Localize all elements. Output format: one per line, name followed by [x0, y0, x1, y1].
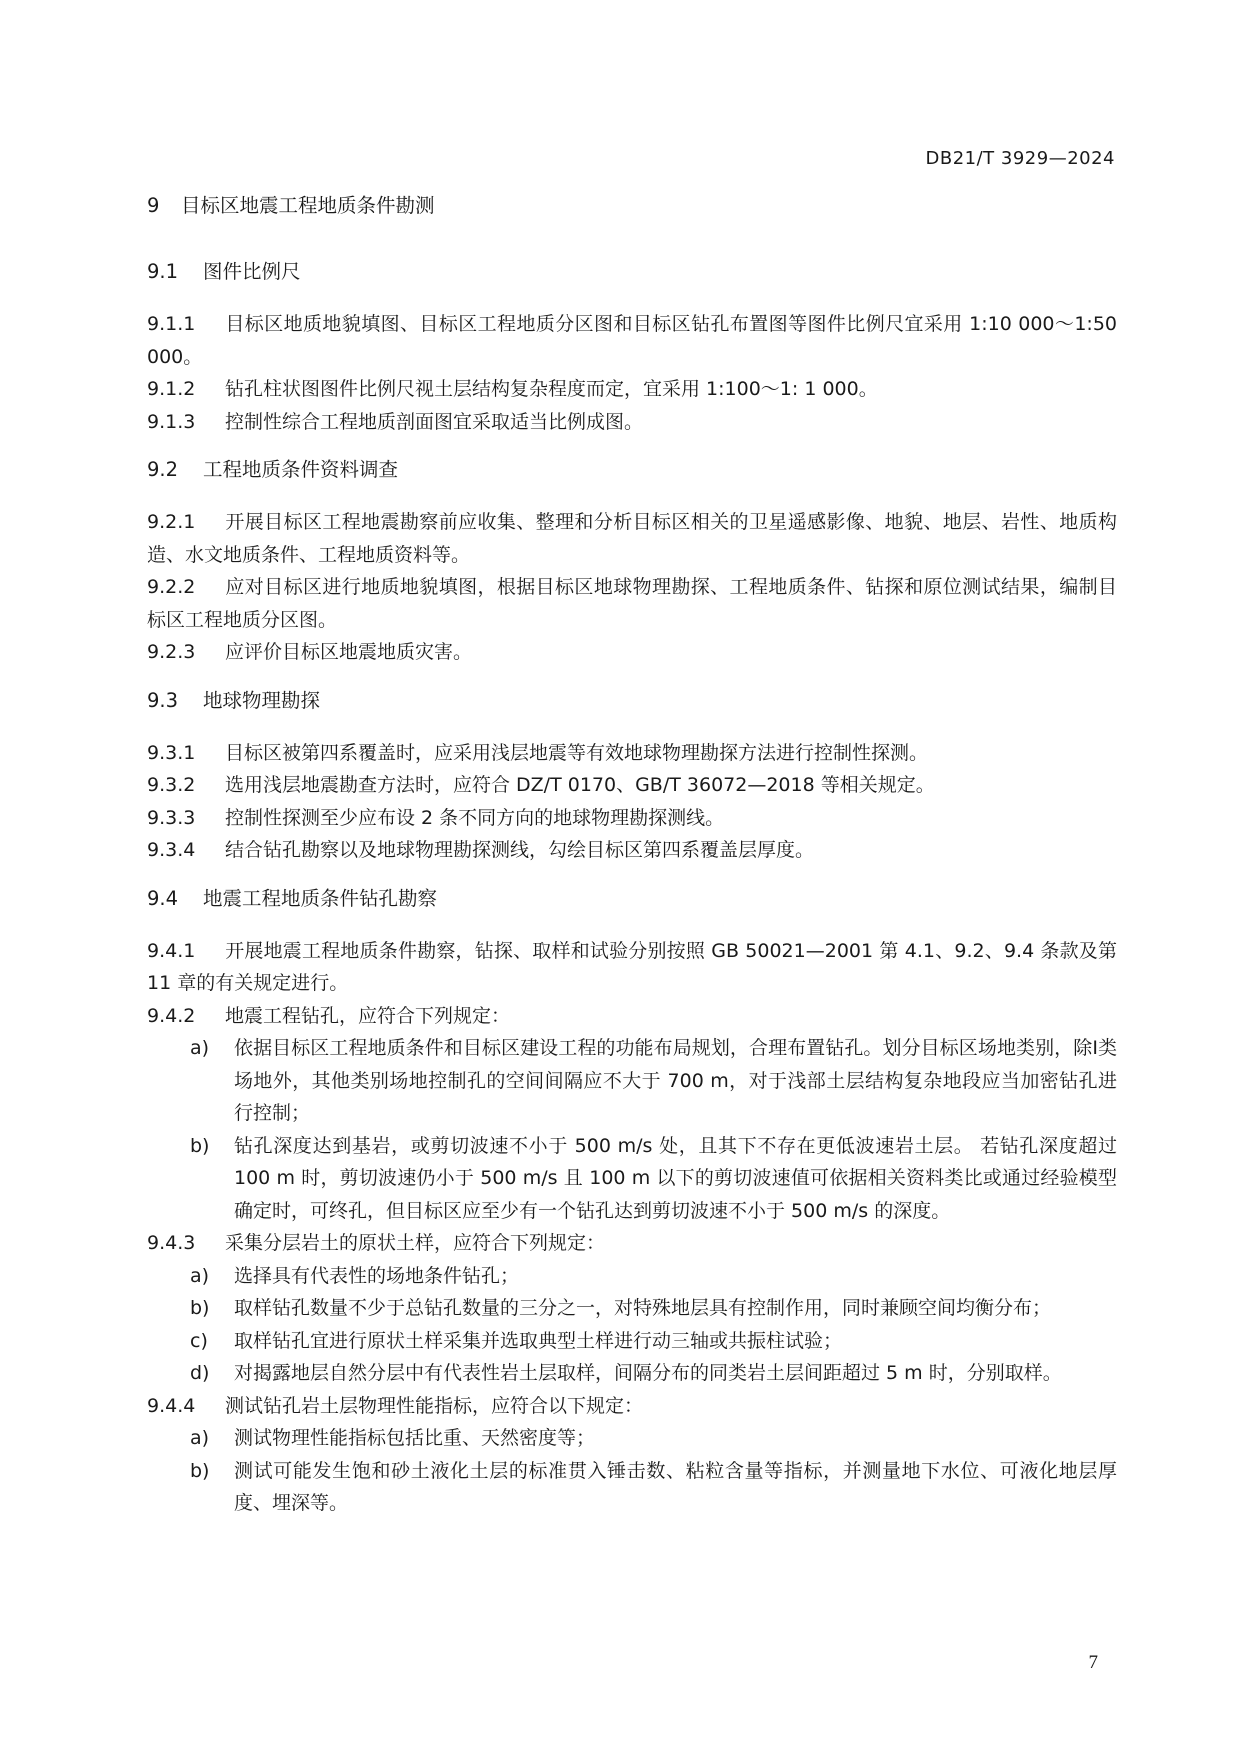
chapter-title: 目标区地震工程地质条件勘测	[181, 194, 435, 217]
section-number: 9.4	[147, 886, 179, 910]
section-title: 图件比例尺	[203, 260, 301, 283]
list-item-text: 对揭露地层自然分层中有代表性岩土层取样，间隔分布的同类岩土层间距超过 5 m 时，分别取样。	[234, 1362, 1062, 1384]
clause-number: 9.1.3	[147, 410, 196, 433]
section-heading	[147, 256, 1117, 288]
list-item	[190, 1260, 1117, 1293]
document-code: DB21/T 3929—2024	[925, 148, 1115, 169]
clause-text: 钻孔柱状图图件比例尺视土层结构复杂程度而定，宜采用 1:100～1: 1 000。	[225, 378, 878, 400]
list-item	[190, 1032, 1117, 1130]
list-item-text: 取样钻孔数量不少于总钻孔数量的三分之一，对特殊地层具有控制作用，同时兼顾空间均衡分布；	[234, 1297, 1052, 1319]
chapter-number: 9	[147, 194, 160, 217]
clause-text: 应评价目标区地震地质灾害。	[225, 641, 473, 663]
clause	[147, 769, 1117, 802]
clause	[147, 571, 1117, 636]
clause-number: 9.4.4	[147, 1394, 196, 1417]
clause-number: 9.2.1	[147, 511, 196, 533]
list-item-text: 钻孔深度达到基岩，或剪切波速不小于 500 m/s 处，且其下不存在更低波速岩土层。 若钻孔深度超过 100 m 时，剪切波速仍小于 500 m/s 且 100 m 以下的剪切波速值可依据相关资料类比或通过经验模型确定时，可终孔，但目标区应至少有一个钻孔达到剪切波速不小于 500 m/s 的深度。	[234, 1134, 1117, 1222]
page-content	[147, 190, 1117, 1536]
clause-text: 目标区地质地貌填图、目标区工程地质分区图和目标区钻孔布置图等图件比例尺宜采用 1:10 000～1:50 000。	[147, 313, 1117, 368]
clause-number: 9.1.2	[147, 378, 196, 400]
clause-number: 9.4.1	[147, 939, 196, 962]
section-heading	[147, 454, 1117, 486]
list-marker: a)	[190, 1037, 210, 1059]
list-item-text: 取样钻孔宜进行原状土样采集并选取典型土样进行动三轴或共振柱试验；	[234, 1329, 843, 1352]
list-marker: b)	[190, 1134, 210, 1157]
clause-text: 控制性综合工程地质剖面图宜采取适当比例成图。	[225, 410, 644, 433]
section-title: 地球物理勘探	[203, 688, 321, 712]
list-item	[190, 1455, 1117, 1520]
clause-text: 开展目标区工程地震勘察前应收集、整理和分析目标区相关的卫星遥感影像、地貌、地层、岩性、地质构造、水文地质条件、工程地质资料等。	[147, 511, 1117, 566]
clause-text: 地震工程钻孔，应符合下列规定：	[225, 1004, 511, 1027]
clause	[147, 737, 1117, 770]
list-item-text: 测试可能发生饱和砂土液化土层的标准贯入锤击数、粘粒含量等指标，并测量地下水位、可液化地层厚度、埋深等。	[234, 1459, 1117, 1514]
section-9-2	[147, 454, 1117, 669]
list-item	[190, 1130, 1117, 1228]
section-title: 工程地质条件资料调查	[203, 458, 399, 481]
clause-number: 9.4.2	[147, 1004, 196, 1027]
clause-number: 9.3.1	[147, 741, 196, 764]
clause	[147, 802, 1117, 835]
page-number: 7	[1088, 1652, 1098, 1673]
section-9-3	[147, 685, 1117, 867]
list-marker: d)	[190, 1362, 210, 1384]
section-9-1	[147, 256, 1117, 438]
list-marker: a)	[190, 1427, 210, 1449]
list-marker: b)	[190, 1459, 210, 1482]
clause	[147, 636, 1117, 669]
clause-text: 目标区被第四系覆盖时，应采用浅层地震等有效地球物理勘探方法进行控制性探测。	[225, 741, 929, 764]
section-heading	[147, 685, 1117, 717]
clause	[147, 935, 1117, 1000]
clause-number: 9.3.4	[147, 839, 196, 861]
clause-text: 结合钻孔勘察以及地球物理勘探测线，勾绘目标区第四系覆盖层厚度。	[225, 839, 815, 861]
list-item	[190, 1422, 1117, 1455]
list-marker: a)	[190, 1264, 210, 1287]
clause	[147, 1390, 1117, 1423]
section-title: 地震工程地质条件钻孔勘察	[203, 886, 438, 910]
clause-text: 应对目标区进行地质地貌填图，根据目标区地球物理勘探、工程地质条件、钻探和原位测试结果，编制目标区工程地质分区图。	[147, 576, 1117, 631]
section-9-4	[147, 883, 1117, 1520]
list-item	[190, 1357, 1117, 1390]
list-item	[190, 1292, 1117, 1325]
clause	[147, 373, 1117, 406]
list-marker: c)	[190, 1329, 208, 1352]
clause	[147, 1227, 1117, 1260]
clause	[147, 406, 1117, 439]
list-item	[190, 1325, 1117, 1358]
section-number: 9.1	[147, 260, 179, 283]
clause	[147, 506, 1117, 571]
list-item-text: 依据目标区工程地质条件和目标区建设工程的功能布局规划，合理布置钻孔。划分目标区场地类别，除Ⅰ类场地外，其他类别场地控制孔的空间间隔应不大于 700 m，对于浅部土层结构复杂地段应当加密钻孔进行控制；	[234, 1037, 1117, 1124]
section-heading	[147, 883, 1117, 915]
clause-number: 9.2.2	[147, 576, 196, 598]
section-number: 9.3	[147, 688, 179, 712]
clause-text: 开展地震工程地质条件勘察，钻探、取样和试验分别按照 GB 50021—2001 第 4.1、9.2、9.4 条款及第 11 章的有关规定进行。	[147, 939, 1117, 994]
list-item-text: 选择具有代表性的场地条件钻孔；	[234, 1264, 520, 1287]
clause-text: 采集分层岩土的原状土样，应符合下列规定：	[225, 1232, 606, 1254]
clause	[147, 1000, 1117, 1033]
clause	[147, 308, 1117, 373]
list-marker: b)	[190, 1297, 210, 1319]
clause-text: 控制性探测至少应布设 2 条不同方向的地球物理勘探测线。	[225, 806, 725, 829]
clause-number: 9.4.3	[147, 1232, 196, 1254]
section-number: 9.2	[147, 458, 179, 481]
chapter-heading	[147, 190, 1117, 222]
clause-text: 测试钻孔岩土层物理性能指标，应符合以下规定：	[225, 1394, 644, 1417]
clause-number: 9.2.3	[147, 641, 196, 663]
clause-number: 9.1.1	[147, 313, 196, 335]
clause	[147, 834, 1117, 867]
clause-number: 9.3.3	[147, 806, 196, 829]
clause-text: 选用浅层地震勘查方法时，应符合 DZ/T 0170、GB/T 36072—2018 等相关规定。	[225, 774, 935, 796]
list-item-text: 测试物理性能指标包括比重、天然密度等；	[234, 1427, 596, 1449]
clause-number: 9.3.2	[147, 774, 196, 796]
